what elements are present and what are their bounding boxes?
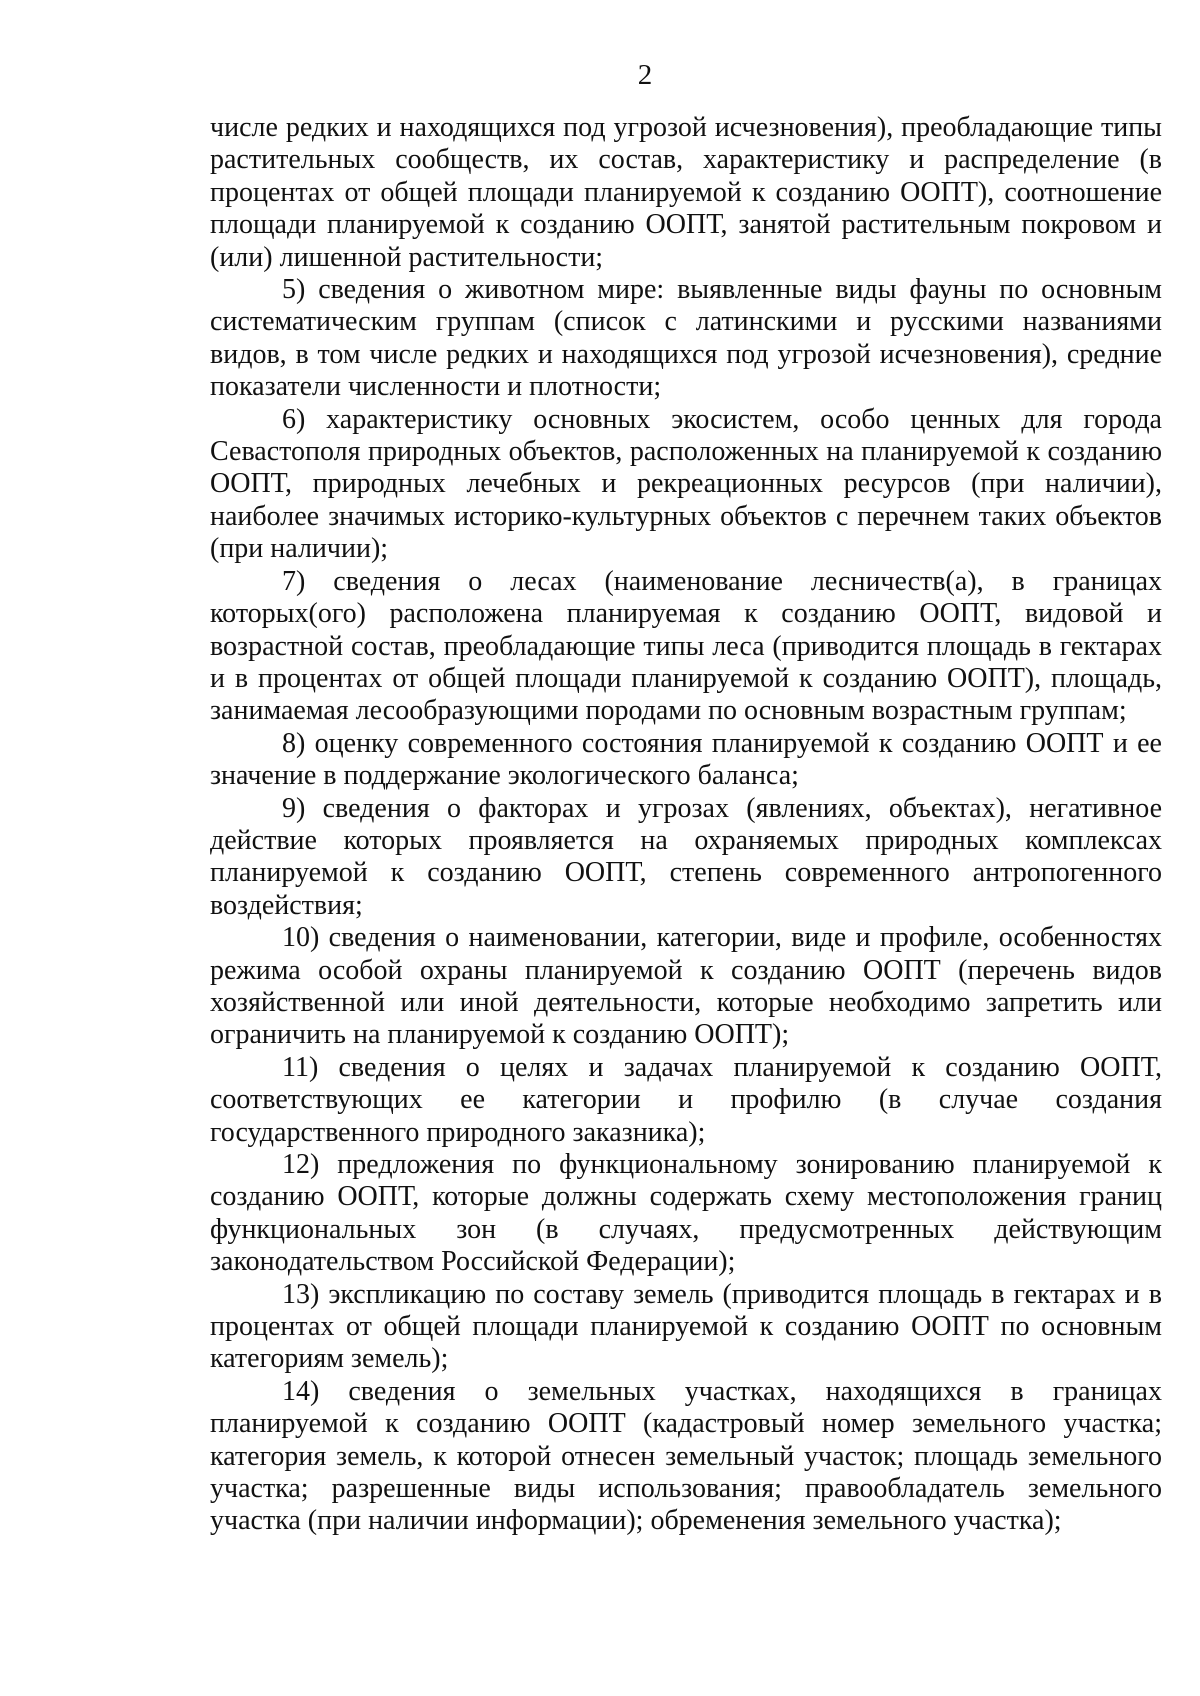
page-number: 2 [637, 59, 653, 91]
paragraph-item-14: 14) сведения о земельных участках, находящихся в границах планируемой к созданию ООПТ (кадастровый номер земельного участка; категория земель, к которой отнесен земельный участок; площадь земельного участка; разрешенные виды использования; правообладатель земельного участка (при наличии информации); обременения земельного участка); [210, 1375, 1162, 1537]
paragraph-item-10: 10) сведения о наименовании, категории, виде и профиле, особенностях режима особой охраны планируемой к созданию ООПТ (перечень видов хозяйственной или иной деятельности, которые необходимо запретить или ограничить на планируемой к созданию ООПТ); [210, 922, 1162, 1051]
paragraph-item-11: 11) сведения о целях и задачах планируемой к созданию ООПТ, соответствующих ее категории и профилю (в случае создания государственного природного заказника); [210, 1051, 1162, 1148]
paragraph-item-12: 12) предложения по функциональному зонированию планируемой к созданию ООПТ, которые должны содержать схему местоположения границ функциональных зон (в случаях, предусмотренных действующим законодательством Российской Федерации); [210, 1149, 1162, 1278]
document-body [210, 112, 1162, 1538]
paragraph-item-9: 9) сведения о факторах и угрозах (явлениях, объектах), негативное действие которых проявляется на охраняемых природных комплексах планируемой к созданию ООПТ, степень современного антропогенного воздействия; [210, 792, 1162, 921]
paragraph-item-7: 7) сведения о лесах (наименование лесничеств(а), в границах которых(ого) расположена планируемая к созданию ООПТ, видовой и возрастной состав, преобладающие типы леса (приводится площадь в гектарах и в процентах от общей площади планируемой к созданию ООПТ), площадь, занимаемая лесообразующими породами по основным возрастным группам; [210, 565, 1162, 727]
paragraph-item-8: 8) оценку современного состояния планируемой к созданию ООПТ и ее значение в поддержание экологического баланса; [210, 727, 1162, 792]
paragraph-item-6: 6) характеристику основных экосистем, особо ценных для города Севастополя природных объектов, расположенных на планируемой к созданию ООПТ, природных лечебных и рекреационных ресурсов (при наличии), наиболее значимых историко-культурных объектов с перечнем таких объектов (при наличии); [210, 403, 1162, 565]
paragraph-item-13: 13) экспликацию по составу земель (приводится площадь в гектарах и в процентах от общей площади планируемой к созданию ООПТ по основным категориям земель); [210, 1278, 1162, 1375]
paragraph-continuation: числе редких и находящихся под угрозой исчезновения), преобладающие типы растительных сообществ, их состав, характеристику и распределение (в процентах от общей площади планируемой к созданию ООПТ), соотношение площади планируемой к созданию ООПТ, занятой растительным покровом и (или) лишенной растительности; [210, 112, 1162, 273]
paragraph-item-5: 5) сведения о животном мире: выявленные виды фауны по основным систематическим группам (список с латинскими и русскими названиями видов, в том числе редких и находящихся под угрозой исчезновения), средние показатели численности и плотности; [210, 274, 1162, 403]
